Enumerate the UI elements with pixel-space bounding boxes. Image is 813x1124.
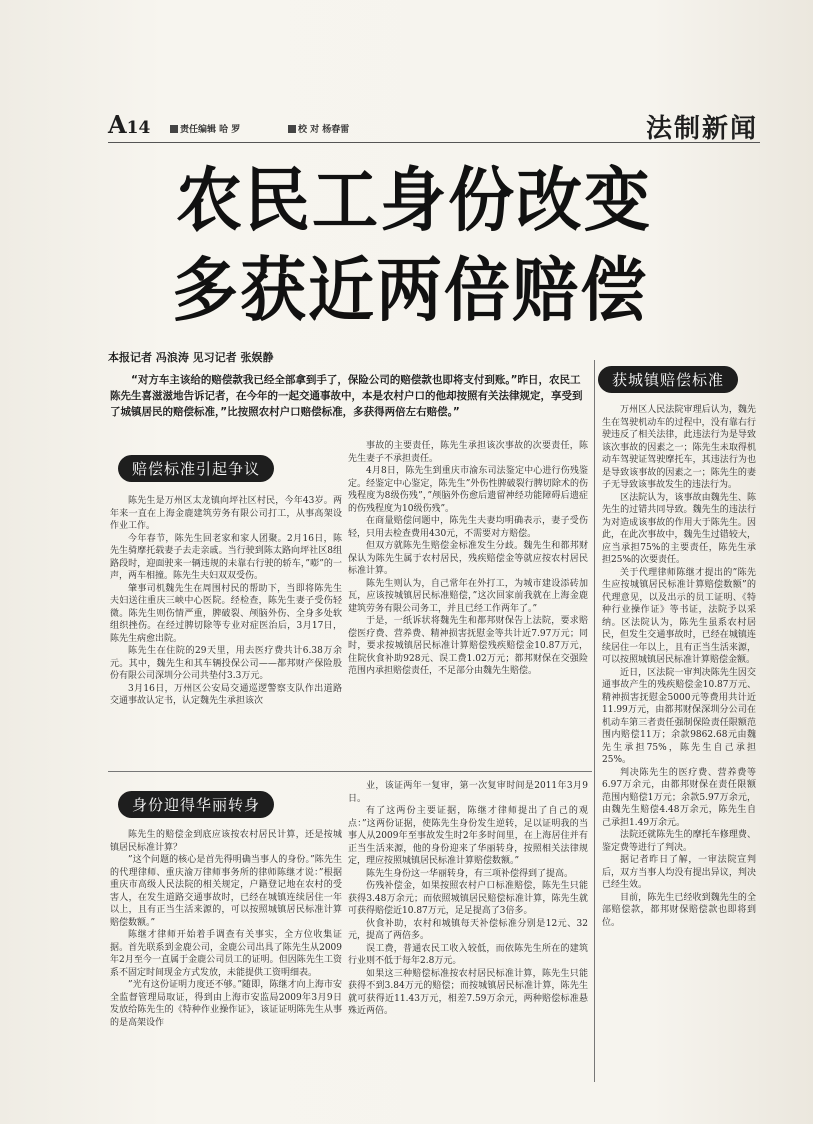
paragraph: 今年春节，陈先生回老家和家人团聚。2月16日，陈先生骑摩托载妻子去走亲戚。当行驶到陈太路向坪社区8组路段时，迎面驶来一辆违规的未靠右行驶的轿车，”嘭”的一声，两车相撞。陈先生夫妇双双受伤。 [110,533,342,581]
section-divider [108,771,592,772]
headline-line-1: 农民工身份改变 [176,160,652,241]
byline: 本报记者 冯浪涛 见习记者 张娱静 [108,351,274,364]
section-title: 法制新闻 [645,114,758,144]
paragraph: 但双方就陈先生赔偿金标准发生分歧。魏先生和都邦财保认为陈先生属于农村居民，残疾赔偿金等就应按农村居民标准计算。 [348,541,588,576]
paragraph: 区法院认为，该事故由魏先生、陈先生的过错共同导致。魏先生的违法行为对造成该事故的作用大于陈先生。因此，在此次事故中，魏先生过错较大，应当承担75%的主要责任，陈先生承担25%的次要责任。 [602,492,756,565]
paragraph: 陈继才律师开始着手调查有关事实，全方位收集证据。首先联系到金鹿公司，金鹿公司出具了陈先生从2009年2月至今一直属于金鹿公司员工的证明。但因陈先生工资系不固定时间现金方式发放，未能提供工资明细表。 [110,930,342,978]
paragraph: 陈先生则认为，自己常年在外打工，为城市建设添砖加瓦，应该按城镇居民标准赔偿，”这次回家前我就在上海金鹿建筑劳务有限公司务工，并且已经工作两年了。” [348,578,588,614]
paragraph: 据记者昨日了解，一审法院宣判后，双方当事人均没有提出异议，判决已经生效。 [602,855,756,890]
headline-line-2: 多获近两倍赔偿 [172,250,648,331]
paragraph: 陈先生身份这一华丽转身，有三项补偿得到了提高。 [366,868,574,879]
paragraph: 肇事司机魏先生在周围村民的帮助下，当即将陈先生夫妇送往重庆三峡中心医院。经检查，陈先生妻子受伤轻微。陈先生则伤情严重，脾破裂、颅脑外伤、全身多处软组织挫伤。在经过脾切除等专业对症医治后，3月17日，陈先生病愈出院。 [110,583,342,644]
paragraph: ”这个问题的核心是首先得明确当事人的身份。”陈先生的代理律师、重庆渝万律师事务所的律师陈继才说：”根据重庆市高级人民法院的相关规定，户籍登记地在农村的受害人，在发生道路交通事故时，已经在城镇连续居住一年以上，且有正当生活来源的，可以按照城镇居民标准计算赔偿数额。” [110,855,342,928]
proofreader-credit: 校 对 杨春雷 [288,122,349,135]
paragraph: 4月8日，陈先生到重庆市渝东司法鉴定中心进行伤残鉴定。经鉴定中心鉴定，陈先生”外伤性脾破裂行脾切除术的伤残程度为8级伤残”，”颅脑外伤愈后遗留神经功能障碍后遗症的伤残程度为10级伤残”。 [348,466,588,514]
paragraph: 于是，一纸诉状将魏先生和都邦财保告上法院，要求赔偿医疗费、营养费、精神损害抚慰金等共计近7.97万元；同时，要求按城镇居民标准计算赔偿残疾赔偿金10.87万元，住院伙食补助928元、误工费1.02万元；都邦财保在交强险范围内承担赔偿责任，不足部分由魏先生赔偿。 [348,616,588,676]
paragraph: 在商量赔偿问题中，陈先生夫妻均明确表示，妻子受伤轻，只用去检查费用430元，不需要对方赔偿。 [348,516,588,539]
paragraph: 判决陈先生的医疗费、营养费等6.97万余元，由都邦财保在责任限额范围内赔偿1万元；余款5.97万余元，由魏先生赔偿4.48万余元，陈先生自己承担1.49万余元。 [602,767,756,828]
editor-credit: 责任编辑 哈 罗 [170,122,240,135]
page-header [108,108,758,142]
paragraph: 业，该证两年一复审，第一次复审时间是2011年3月9日。 [348,781,588,804]
article-column-4 [348,780,588,1018]
paragraph: 有了这两份主要证据，陈继才律师提出了自己的观点：”这两份证据，使陈先生身份发生逆转，足以证明我的当事人从2009年至事故发生时2年多时间里，在上海居住并有正当生活来源，他的身份迎来了华丽转身，按照相关法律规定，理应按照城镇居民标准计算赔偿数额。” [348,806,588,866]
paragraph: 近日，区法院一审判决陈先生因交通事故产生的残疾赔偿金10.87万元、精神损害抚慰金5000元等费用共计近11.99万元，由都邦财保深圳分公司在机动车第三者责任强制保险责任限额范围内赔偿11万；余款9862.68元由魏先生承担75%，陈先生自己承担25%。 [602,667,756,765]
article-column-3 [110,829,342,1029]
article-column-5 [602,404,756,929]
paragraph: 关于代理律师陈继才提出的”陈先生应按城镇居民标准计算赔偿数额”的代理意见，以及出示的员工证明、《特种行业操作证》等书证，法院予以采纳。区法院认为，陈先生虽系农村居民，但发生交通事故时，已经在城镇连续居住一年以上，且有正当生活来源，可以按照城镇居民标准计算赔偿金额。 [602,567,756,665]
paragraph: 陈先生在住院的29天里，用去医疗费共计6.38万余元。其中，魏先生和其车辆投保公司——都邦财产保险股份有限公司深圳分公司共垫付3.3万元。 [110,646,342,681]
lead-paragraph: “对方车主该给的赔偿款我已经全部拿到手了，保险公司的赔偿款也即将支付到账。”昨日，农民工陈先生喜滋滋地告诉记者，在今年的一起交通事故中，本是农村户口的他却按照有关法律规定，享受到了城镇居民的赔偿标准，”比按照农村户口赔偿标准，多获得两倍左右赔偿。” [110,374,583,418]
paragraph: 法院还就陈先生的摩托车修理费、鉴定费等进行了判决。 [602,830,756,853]
subhead-identity-change: 身份迎得华丽转身 [118,791,274,818]
page-number: A14 [108,110,151,139]
article-column-1 [110,495,342,708]
column-divider [594,360,595,1082]
header-rule [108,142,760,143]
paragraph: 万州区人民法院审理后认为，魏先生在驾驶机动车的过程中，没有靠右行驶违反了相关法律，此违法行为是导致该次事故的因素之一；陈先生未取得机动车驾驶证驾驶摩托车，其违法行为也是导致该事故的因素之一；陈先生的妻子无导致该事故发生的违法行为。 [602,405,756,490]
paragraph: 陈先生的赔偿金到底应该按农村居民计算，还是按城镇居民标准计算？ [110,830,342,853]
paragraph: ”光有这份证明力度还不够。”随即，陈继才向上海市安全监督管理局取证，得到由上海市安监局2009年3月9日发放给陈先生的《特种作业操作证》，该证证明陈先生从事的是高架设作 [110,980,342,1028]
paragraph: 事故的主要责任，陈先生承担该次事故的次要责任，陈先生妻子不承担责任。 [348,441,588,464]
paragraph: 目前，陈先生已经收到魏先生的全部赔偿款，都邦财保赔偿款也即将到位。 [602,892,756,928]
paragraph: 伤残补偿金，如果按照农村户口标准赔偿，陈先生只能获得3.48万余元；而依照城镇居民赔偿标准计算，陈先生就可获得赔偿近10.87万元，足足提高了3倍多。 [348,881,588,916]
subhead-urban-standard: 获城镇赔偿标准 [598,366,738,393]
paragraph: 如果这三种赔偿标准按农村居民标准计算，陈先生只能获得不到3.84万元的赔偿；而按城镇居民标准计算，陈先生就可获得近11.43万元，相差7.59万余元，两种赔偿标准悬殊近两倍。 [348,968,588,1016]
paragraph: 伙食补助，农村和城镇每天补偿标准分别是12元、32元，提高了两倍多。 [348,918,588,941]
paragraph: 陈先生是万州区太龙镇向坪社区村民，今年43岁。两年来一直在上海金鹿建筑劳务有限公司打工，从事高架设作业工作。 [110,496,342,531]
paragraph: 误工费，普通农民工收入较低，而依陈先生所在的建筑行业则不低于每年2.8万元。 [348,943,588,966]
subhead-compensation-dispute: 赔偿标准引起争议 [118,455,274,482]
paragraph: 3月16日，万州区公安局交通巡逻警察支队作出道路交通事故认定书，认定魏先生承担该次 [110,683,342,706]
article-column-2 [348,440,588,678]
